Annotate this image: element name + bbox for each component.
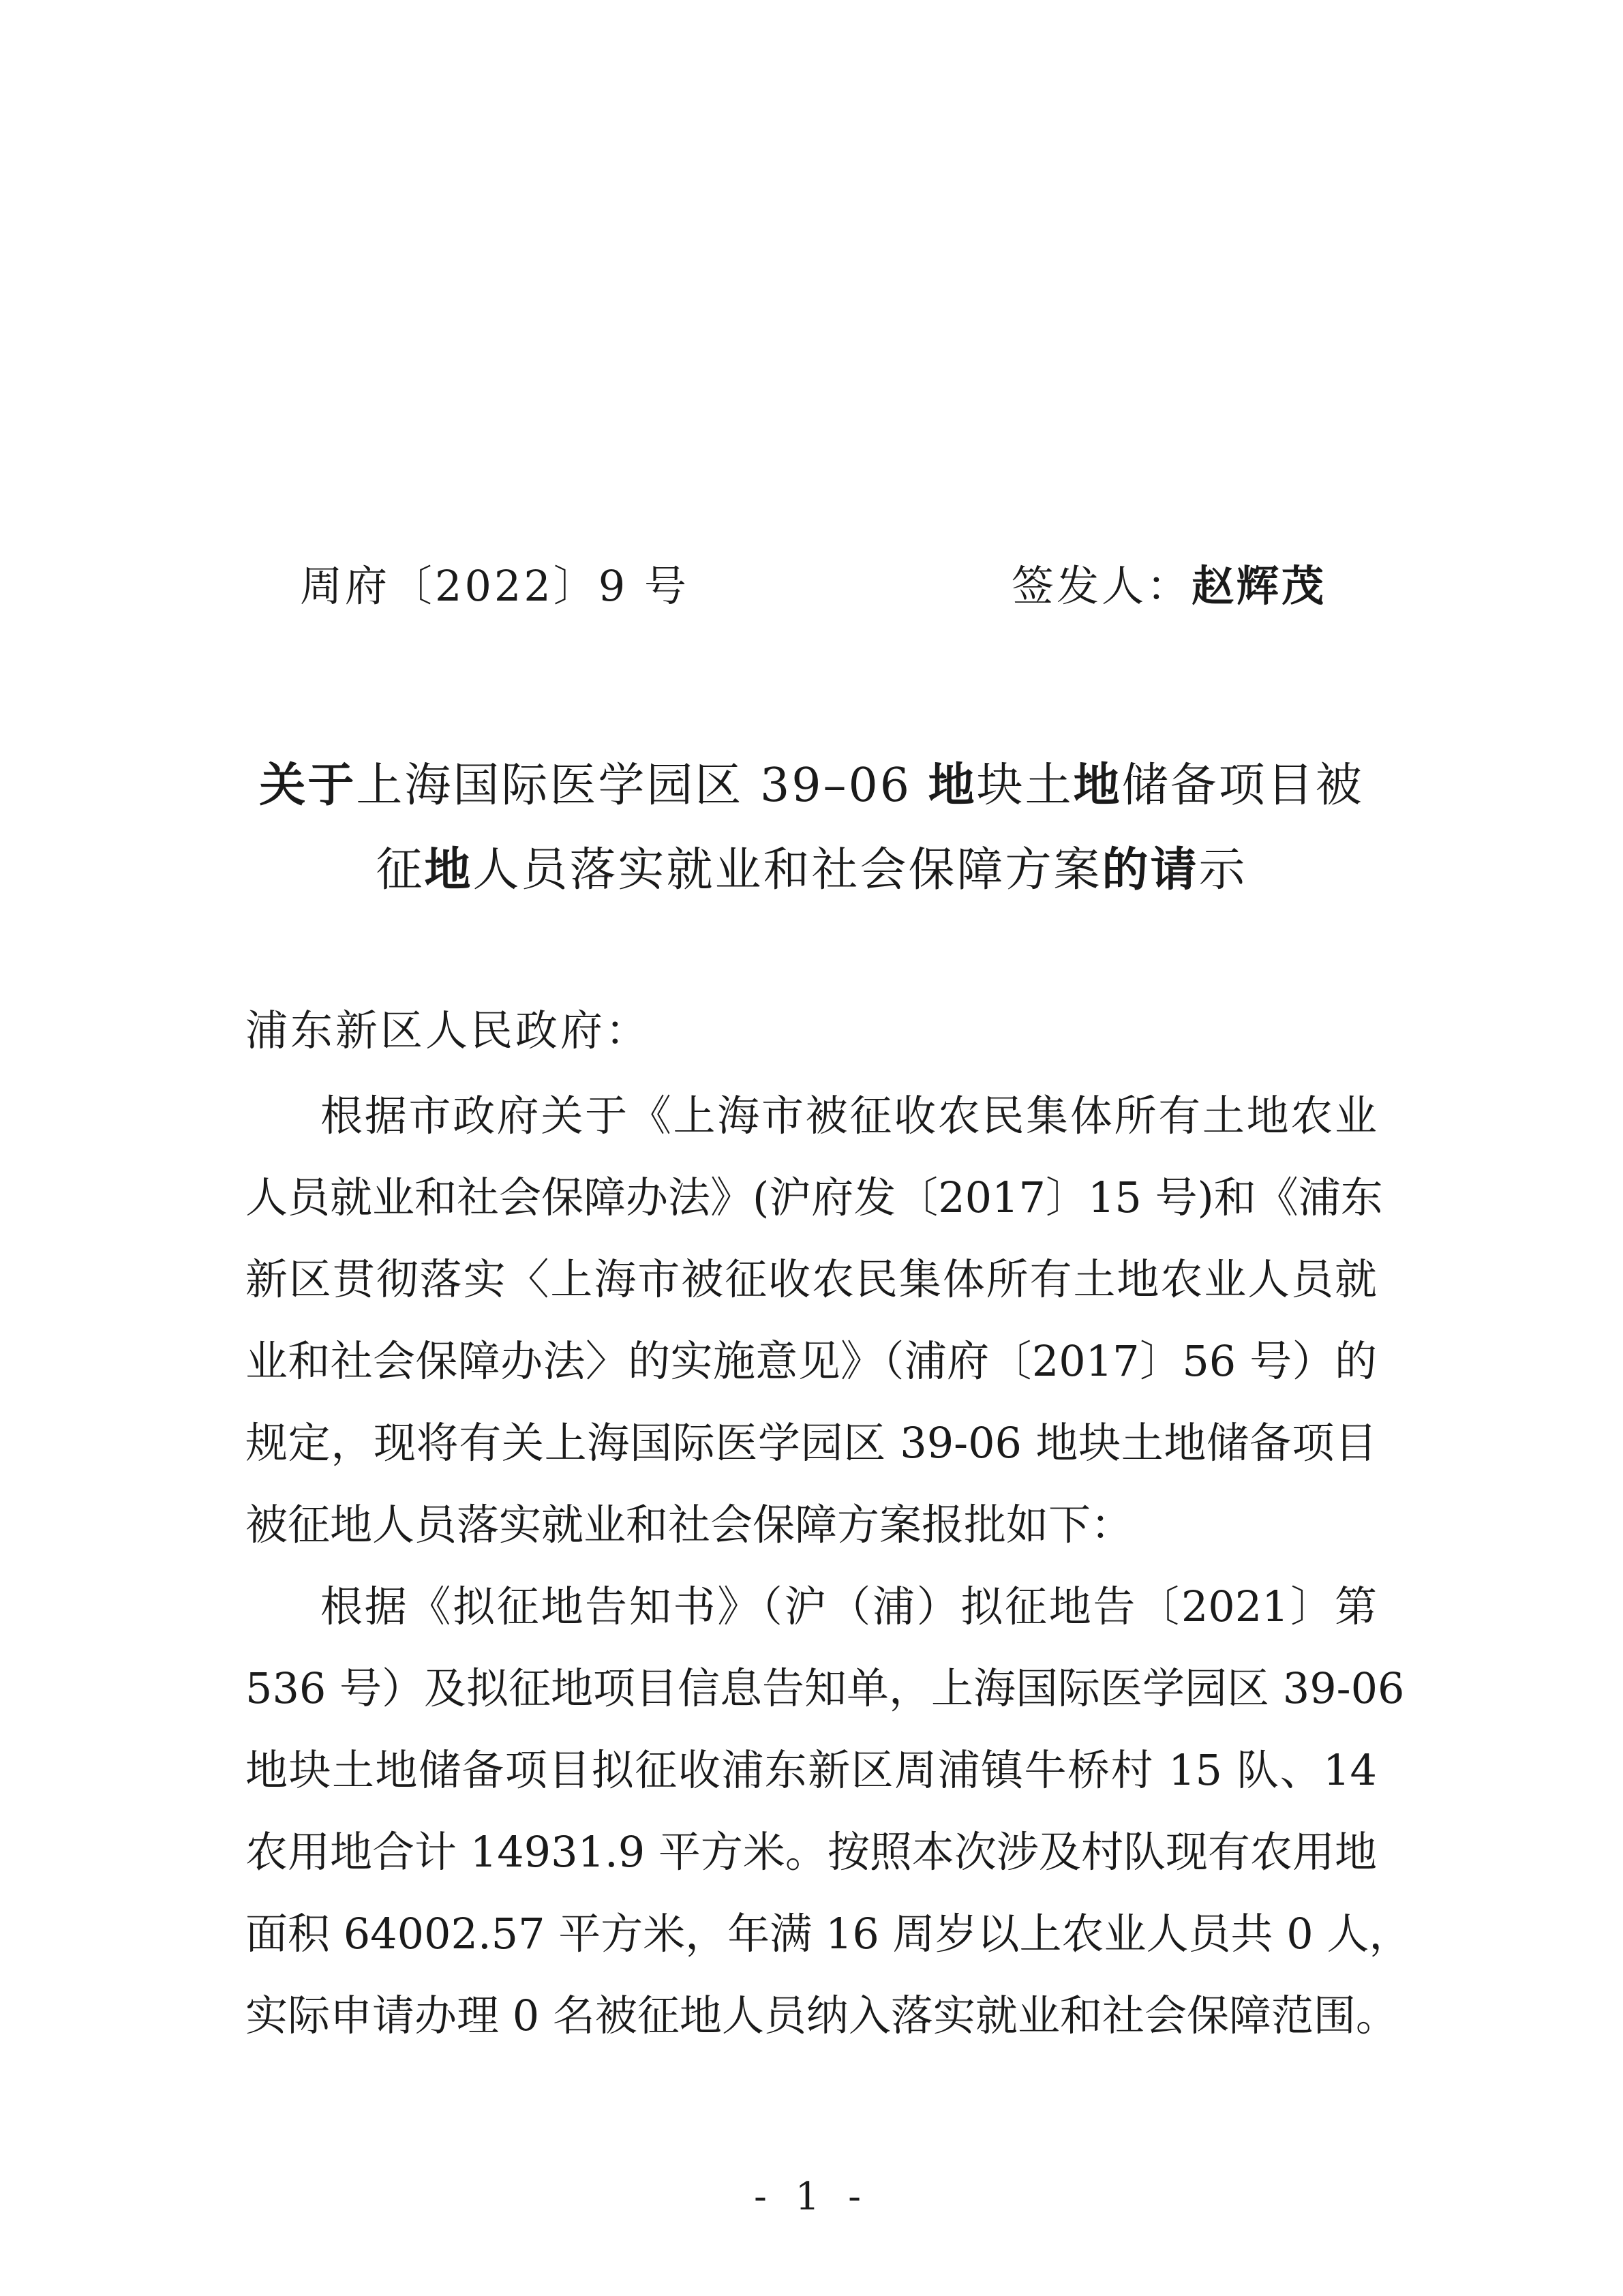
title-fragment: 征 [376,843,425,897]
body-line: 人员就业和社会保障办法》(沪府发〔2017〕15 号)和《浦东 [245,1173,1383,1222]
title-fragment: 关于 [259,758,357,813]
body-line: 业和社会保障办法〉的实施意见》（浦府〔2017〕56 号）的 [245,1336,1377,1386]
body-line: 农用地合计 14931.9 平方米。按照本次涉及村队现有农用地 [245,1827,1377,1877]
title-fragment: 地 [1073,758,1122,813]
body-line: 新区贯彻落实〈上海市被征收农民集体所有土地农业人员就 [245,1254,1377,1304]
title-fragment: 示 [1198,843,1247,897]
title-fragment: 的请 [1102,843,1199,897]
title-line-1 [204,749,1419,815]
title-fragment: 块土 [976,759,1074,813]
signer-name: 赵辉茂 [1192,561,1327,611]
body-line: 根据市政府关于《上海市被征收农民集体所有土地农业 [320,1091,1377,1141]
body-line: 被征地人员落实就业和社会保障方案报批如下： [245,1500,1134,1550]
body-line: 地块土地储备项目拟征收浦东新区周浦镇牛桥村 15 队、14 [245,1745,1377,1795]
page-number: - 1 - [753,2175,870,2219]
title-fragment: 储备项目被 [1121,759,1364,813]
body-line: 规定，现将有关上海国际医学园区 39-06 地块土地储备项目 [245,1418,1377,1468]
title-fragment: 地 [928,758,977,813]
title-line-2 [204,833,1419,899]
title-fragment: 地 [424,843,473,897]
body-line: 根据《拟征地告知书》（沪（浦）拟征地告〔2021〕第 [320,1582,1377,1631]
title-fragment: 人员落实就业和社会保障方案 [472,843,1102,897]
title-fragment: 上海国际医学园区 39–06 [356,759,928,813]
body-line: 实际申请办理 0 名被征地人员纳入落实就业和社会保障范围。 [245,1991,1398,2040]
signer-label: 签发人： [1012,561,1192,611]
body-line: 536 号）及拟征地项目信息告知单，上海国际医学园区 39-06 [245,1663,1405,1713]
signer [1012,552,1326,613]
salutation: 浦东新区人民政府： [245,1006,651,1055]
document-number: 周府〔2022〕9 号 [300,561,689,611]
body-line: 面积 64002.57 平方米，年满 16 周岁以上农业人员共 0 人， [245,1909,1412,1959]
